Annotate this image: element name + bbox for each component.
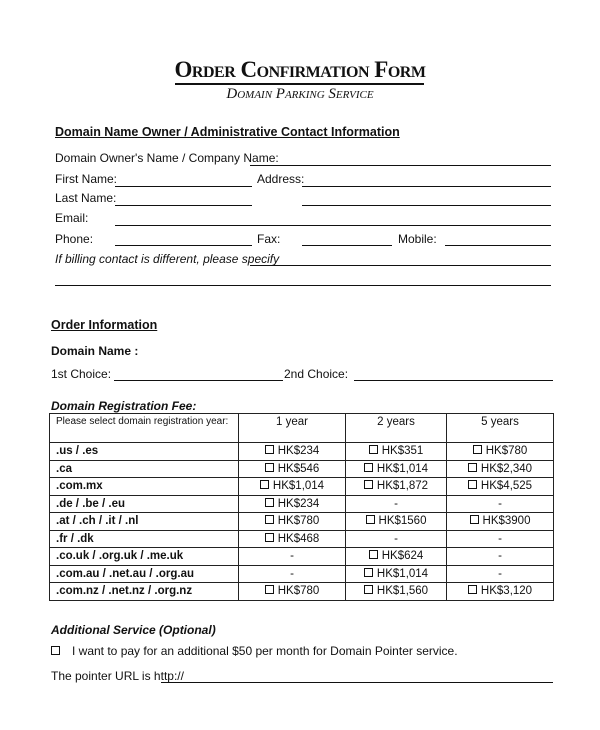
price-cell: - [346, 495, 447, 513]
checkbox[interactable] [265, 533, 274, 542]
order-heading: Order Information [51, 318, 158, 332]
first-choice-field[interactable] [114, 380, 283, 381]
checkbox[interactable] [369, 445, 378, 454]
checkbox[interactable] [265, 585, 274, 594]
owner-name-field[interactable] [250, 165, 551, 166]
header-cell: 1 year [239, 414, 346, 443]
fax-label: Fax: [257, 232, 281, 246]
checkbox[interactable] [51, 646, 60, 655]
domain-cell: .com.au / .net.au / .org.au [50, 565, 239, 583]
price-label: HK$780 [277, 515, 320, 528]
domain-pointer-option[interactable] [51, 644, 458, 658]
price-option[interactable] [346, 513, 447, 531]
pointer-url-label: The pointer URL is http:// [51, 669, 184, 683]
second-choice-label: 2nd Choice: [284, 367, 349, 381]
checkbox[interactable] [265, 445, 274, 454]
fee-row [50, 443, 554, 461]
fax-field[interactable] [302, 245, 392, 246]
price-label: HK$3900 [482, 515, 531, 528]
price-option[interactable] [239, 583, 346, 601]
address-field[interactable] [302, 186, 551, 187]
pointer-url-field[interactable] [161, 682, 553, 683]
billing-field[interactable] [250, 265, 551, 266]
price-option[interactable] [447, 513, 554, 531]
fee-table [49, 413, 554, 601]
price-option[interactable] [239, 460, 346, 478]
price-option[interactable] [239, 513, 346, 531]
price-option[interactable] [447, 583, 554, 601]
price-label: HK$1,560 [376, 585, 429, 598]
checkbox[interactable] [364, 568, 373, 577]
checkbox[interactable] [364, 585, 373, 594]
price-label: HK$3,120 [480, 585, 533, 598]
checkbox[interactable] [265, 515, 274, 524]
price-cell: - [239, 548, 346, 566]
fee-row [50, 460, 554, 478]
mobile-field[interactable] [445, 245, 551, 246]
price-option[interactable] [239, 495, 346, 513]
price-cell: - [447, 495, 554, 513]
price-label: HK$468 [277, 532, 320, 545]
price-option[interactable] [346, 548, 447, 566]
billing-field-2[interactable] [55, 285, 551, 286]
checkbox[interactable] [364, 480, 373, 489]
checkbox[interactable] [473, 445, 482, 454]
checkbox[interactable] [265, 498, 274, 507]
fee-row [50, 565, 554, 583]
price-label: HK$4,525 [480, 480, 533, 493]
header-cell: 5 years [447, 414, 554, 443]
checkbox[interactable] [468, 480, 477, 489]
fee-row [50, 478, 554, 496]
additional-heading: Additional Service (Optional) [51, 623, 216, 637]
price-option[interactable] [239, 443, 346, 461]
price-cell: - [239, 565, 346, 583]
domain-name-label: Domain Name : [51, 344, 139, 358]
fee-row [50, 530, 554, 548]
title-underline [175, 83, 424, 85]
price-label: HK$234 [277, 445, 320, 458]
fee-row [50, 513, 554, 531]
price-cell: - [447, 565, 554, 583]
price-label: HK$780 [277, 585, 320, 598]
price-label: HK$234 [277, 497, 320, 510]
email-label: Email: [55, 211, 89, 225]
domain-cell: .ca [50, 460, 239, 478]
fee-row [50, 495, 554, 513]
price-option[interactable] [447, 460, 554, 478]
checkbox[interactable] [468, 585, 477, 594]
price-option[interactable] [346, 443, 447, 461]
price-label: HK$351 [381, 445, 424, 458]
price-option[interactable] [346, 583, 447, 601]
header-cell: Please select domain registration year: [50, 414, 239, 443]
price-option[interactable] [447, 478, 554, 496]
domain-cell: .com.nz / .net.nz / .org.nz [50, 583, 239, 601]
first-choice-label: 1st Choice: [51, 367, 112, 381]
first-name-label: First Name: [55, 172, 118, 186]
fee-row [50, 548, 554, 566]
last-name-label: Last Name: [55, 191, 117, 205]
phone-label: Phone: [55, 232, 94, 246]
address-label: Address: [257, 172, 305, 186]
domain-cell: .at / .ch / .it / .nl [50, 513, 239, 531]
price-label: HK$1,014 [376, 567, 429, 580]
price-label: HK$1,014 [272, 480, 325, 493]
contact-heading: Domain Name Owner / Administrative Contact Information [55, 125, 400, 139]
price-cell: - [447, 530, 554, 548]
domain-cell: .fr / .dk [50, 530, 239, 548]
price-label: HK$780 [485, 445, 528, 458]
checkbox[interactable] [364, 463, 373, 472]
mobile-label: Mobile: [398, 232, 437, 246]
address-field-2[interactable] [302, 205, 551, 206]
price-option[interactable] [447, 443, 554, 461]
domain-cell: .com.mx [50, 478, 239, 496]
price-label: HK$624 [381, 550, 424, 563]
price-label: HK$546 [277, 462, 320, 475]
price-label: HK$2,340 [480, 462, 533, 475]
header-cell: 2 years [346, 414, 447, 443]
price-label: HK$1,872 [376, 480, 429, 493]
fee-row [50, 583, 554, 601]
price-cell: - [447, 548, 554, 566]
owner-name-label: Domain Owner's Name / Company Name: [55, 151, 279, 165]
email-field[interactable] [115, 225, 551, 226]
price-label: HK$1,014 [376, 462, 429, 475]
form-subtitle: Domain Parking Service [226, 86, 374, 102]
price-cell: - [346, 530, 447, 548]
checkbox[interactable] [470, 515, 479, 524]
price-label: HK$1560 [378, 515, 427, 528]
first-name-field[interactable] [115, 186, 252, 187]
price-option[interactable] [239, 530, 346, 548]
billing-label: If billing contact is different, please specify [55, 252, 280, 266]
domain-cell: .de / .be / .eu [50, 495, 239, 513]
checkbox[interactable] [265, 463, 274, 472]
price-option[interactable] [346, 460, 447, 478]
price-option[interactable] [239, 478, 346, 496]
price-option[interactable] [346, 478, 447, 496]
domain-cell: .us / .es [50, 443, 239, 461]
checkbox[interactable] [468, 463, 477, 472]
price-option[interactable] [346, 565, 447, 583]
phone-field[interactable] [115, 245, 252, 246]
fee-table-header [50, 414, 554, 443]
checkbox[interactable] [260, 480, 269, 489]
fee-heading: Domain Registration Fee: [51, 399, 197, 413]
domain-cell: .co.uk / .org.uk / .me.uk [50, 548, 239, 566]
checkbox[interactable] [366, 515, 375, 524]
last-name-field[interactable] [115, 205, 252, 206]
second-choice-field[interactable] [354, 380, 553, 381]
checkbox[interactable] [369, 550, 378, 559]
option-label: I want to pay for an additional $50 per month for Domain Pointer service. [72, 644, 458, 658]
form-title: Order Confirmation Form [174, 57, 426, 82]
